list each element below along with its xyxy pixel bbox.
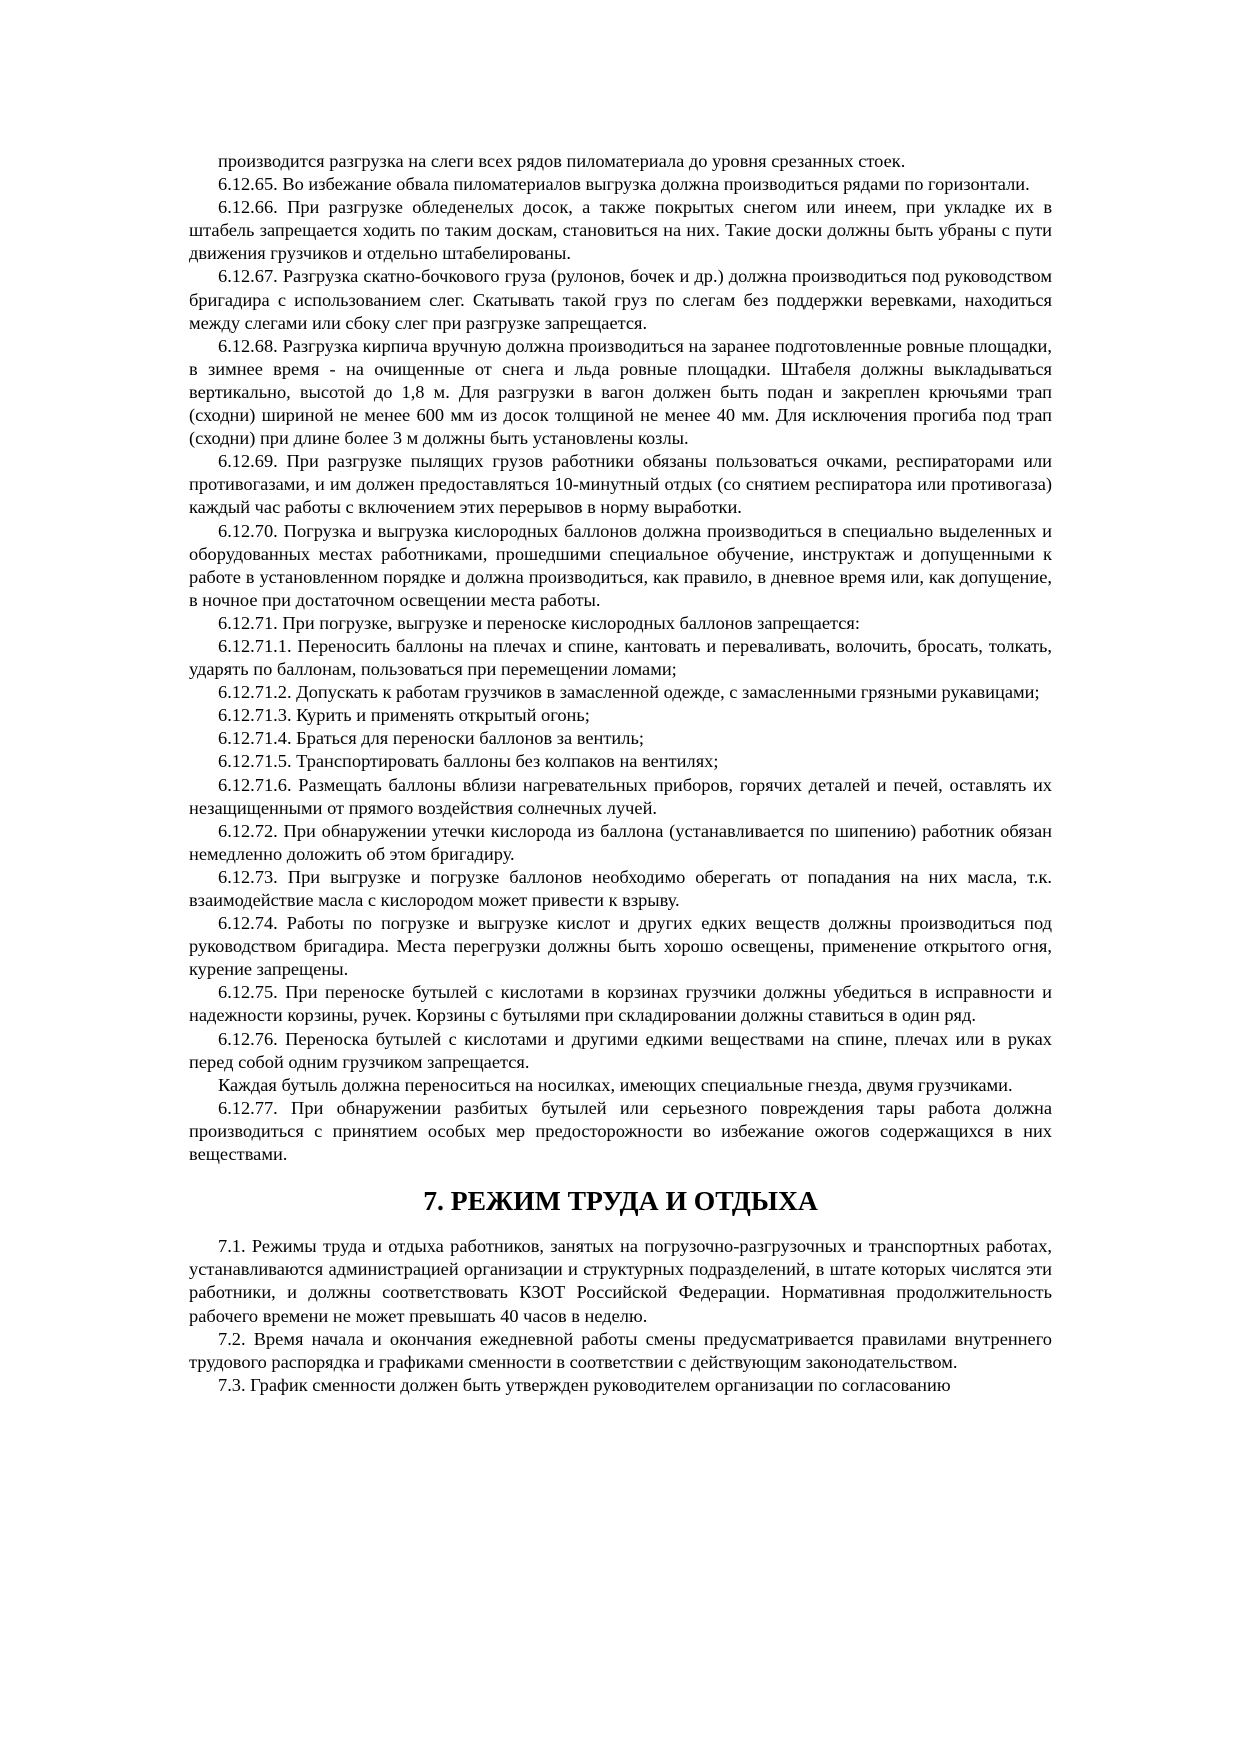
paragraph: 7.3. График сменности должен быть утвержден руководителем организации по согласованию [218, 1374, 951, 1395]
paragraph: 6.12.76. Переноска бутылей с кислотами и другими едкими веществами на спине, плечах или в руках перед собой одним грузчиком запрещается. [189, 1028, 1052, 1072]
paragraph: 6.12.65. Во избежание обвала пиломатериалов выгрузка должна производиться рядами по горизонтали. [218, 174, 1030, 195]
paragraph: 6.12.71.4. Браться для переноски баллонов за вентиль; [218, 728, 644, 749]
paragraph: 6.12.71. При погрузке, выгрузке и переноске кислородных баллонов запрещается: [218, 612, 860, 633]
paragraph: 6.12.73. При выгрузке и погрузке баллонов необходимо оберегать от попадания на них масла, т.к. взаимодействие масла с кислородом может привести к взрыву. [189, 866, 1052, 910]
paragraph: 6.12.68. Разгрузка кирпича вручную должна производиться на заранее подготовленные ровные площадки, в зимнее время - на очищенные от снега и льда ровные площадки. Штабеля должны выкладываться вертикально, высотой до 1,8 м. Для разгрузки в вагон должен быть подан и закреплен крючьями трап (сходни) шириной не менее 600 мм из досок толщиной не менее 40 мм. Для исключения прогиба под трап (сходни) при длине более 3 м должны быть установлены козлы. [189, 335, 1052, 449]
paragraph: 6.12.71.2. Допускать к работам грузчиков в замасленной одежде, с замасленными грязными рукавицами; [218, 682, 1040, 703]
paragraph: 7.2. Время начала и окончания ежедневной работы смены предусматривается правилами внутреннего трудового распорядка и графиками сменности в соответствии с действующим законодательством. [189, 1328, 1052, 1372]
document-page [189, 150, 1052, 1397]
section-heading: 7. РЕЖИМ ТРУДА И ОТДЫХА [423, 1185, 818, 1217]
paragraph: 6.12.70. Погрузка и выгрузка кислородных баллонов должна производиться в специально выделенных и оборудованных местах работниками, прошедшими специальное обучение, инструктаж и допущенными к работе в установленном порядке и должна производиться, как правило, в дневное время или, как допущение, в ночное при достаточном освещении места работы. [189, 520, 1052, 610]
paragraph: 6.12.71.5. Транспортировать баллоны без колпаков на вентилях; [218, 751, 719, 772]
paragraph: 6.12.77. При обнаружении разбитых бутылей или серьезного повреждения тары работа должна производиться с принятием особых мер предосторожности во избежание ожогов содержащихся в них веществами. [189, 1097, 1052, 1165]
paragraph: 6.12.72. При обнаружении утечки кислорода из баллона (устанавливается по шипению) работник обязан немедленно доложить об этом бригадиру. [189, 820, 1052, 864]
paragraph: 6.12.66. При разгрузке обледенелых досок, а также покрытых снегом или инеем, при укладке их в штабель запрещается ходить по таким доскам, становиться на них. Такие доски должны быть убраны с пути движения грузчиков и отдельно штабелированы. [189, 197, 1052, 264]
paragraph: 6.12.75. При переноске бутылей с кислотами в корзинах грузчики должны убедиться в исправности и надежности корзины, ручек. Корзины с бутылями при складировании должны ставиться в один ряд. [189, 982, 1052, 1026]
paragraph: 7.1. Режимы труда и отдыха работников, занятых на погрузочно-разгрузочных и транспортных работах, устанавливаются администрацией организации и структурных подразделений, в штате которых числятся эти работники, и должны соответствовать КЗОТ Российской Федерации. Нормативная продолжительность рабочего времени не может превышать 40 часов в неделю. [189, 1236, 1052, 1326]
paragraph: 6.12.71.1. Переносить баллоны на плечах и спине, кантовать и переваливать, волочить, бросать, толкать, ударять по баллонам, пользоваться при перемещении ломами; [189, 635, 1052, 680]
paragraph: 6.12.69. При разгрузке пылящих грузов работники обязаны пользоваться очками, респираторами или противогазами, и им должен предоставляться 10-минутный отдых (со снятием респиратора или противогаза) каждый час работы с включением этих перерывов в норму выработки. [189, 451, 1052, 518]
paragraph: 6.12.71.6. Размещать баллоны вблизи нагревательных приборов, горячих деталей и печей, оставлять их незащищенными от прямого воздействия солнечных лучей. [189, 774, 1052, 818]
paragraph: Каждая бутыль должна переноситься на носилках, имеющих специальные гнезда, двумя грузчиками. [218, 1074, 1013, 1095]
paragraph: 6.12.67. Разгрузка скатно-бочкового груза (рулонов, бочек и др.) должна производиться под руководством бригадира с использованием слег. Скатывать такой груз по слегам без поддержки веревками, находиться между слегами или сбоку слег при разгрузке запрещается. [189, 266, 1052, 333]
paragraph: 6.12.71.3. Курить и применять открытый огонь; [218, 705, 590, 726]
paragraph: производится разгрузка на слеги всех рядов пиломатериала до уровня срезанных стоек. [218, 151, 906, 171]
paragraph: 6.12.74. Работы по погрузке и выгрузке кислот и других едких веществ должны производиться под руководством бригадира. Места перегрузки должны быть хорошо освещены, применение открытого огня, курение запрещены. [189, 913, 1052, 980]
